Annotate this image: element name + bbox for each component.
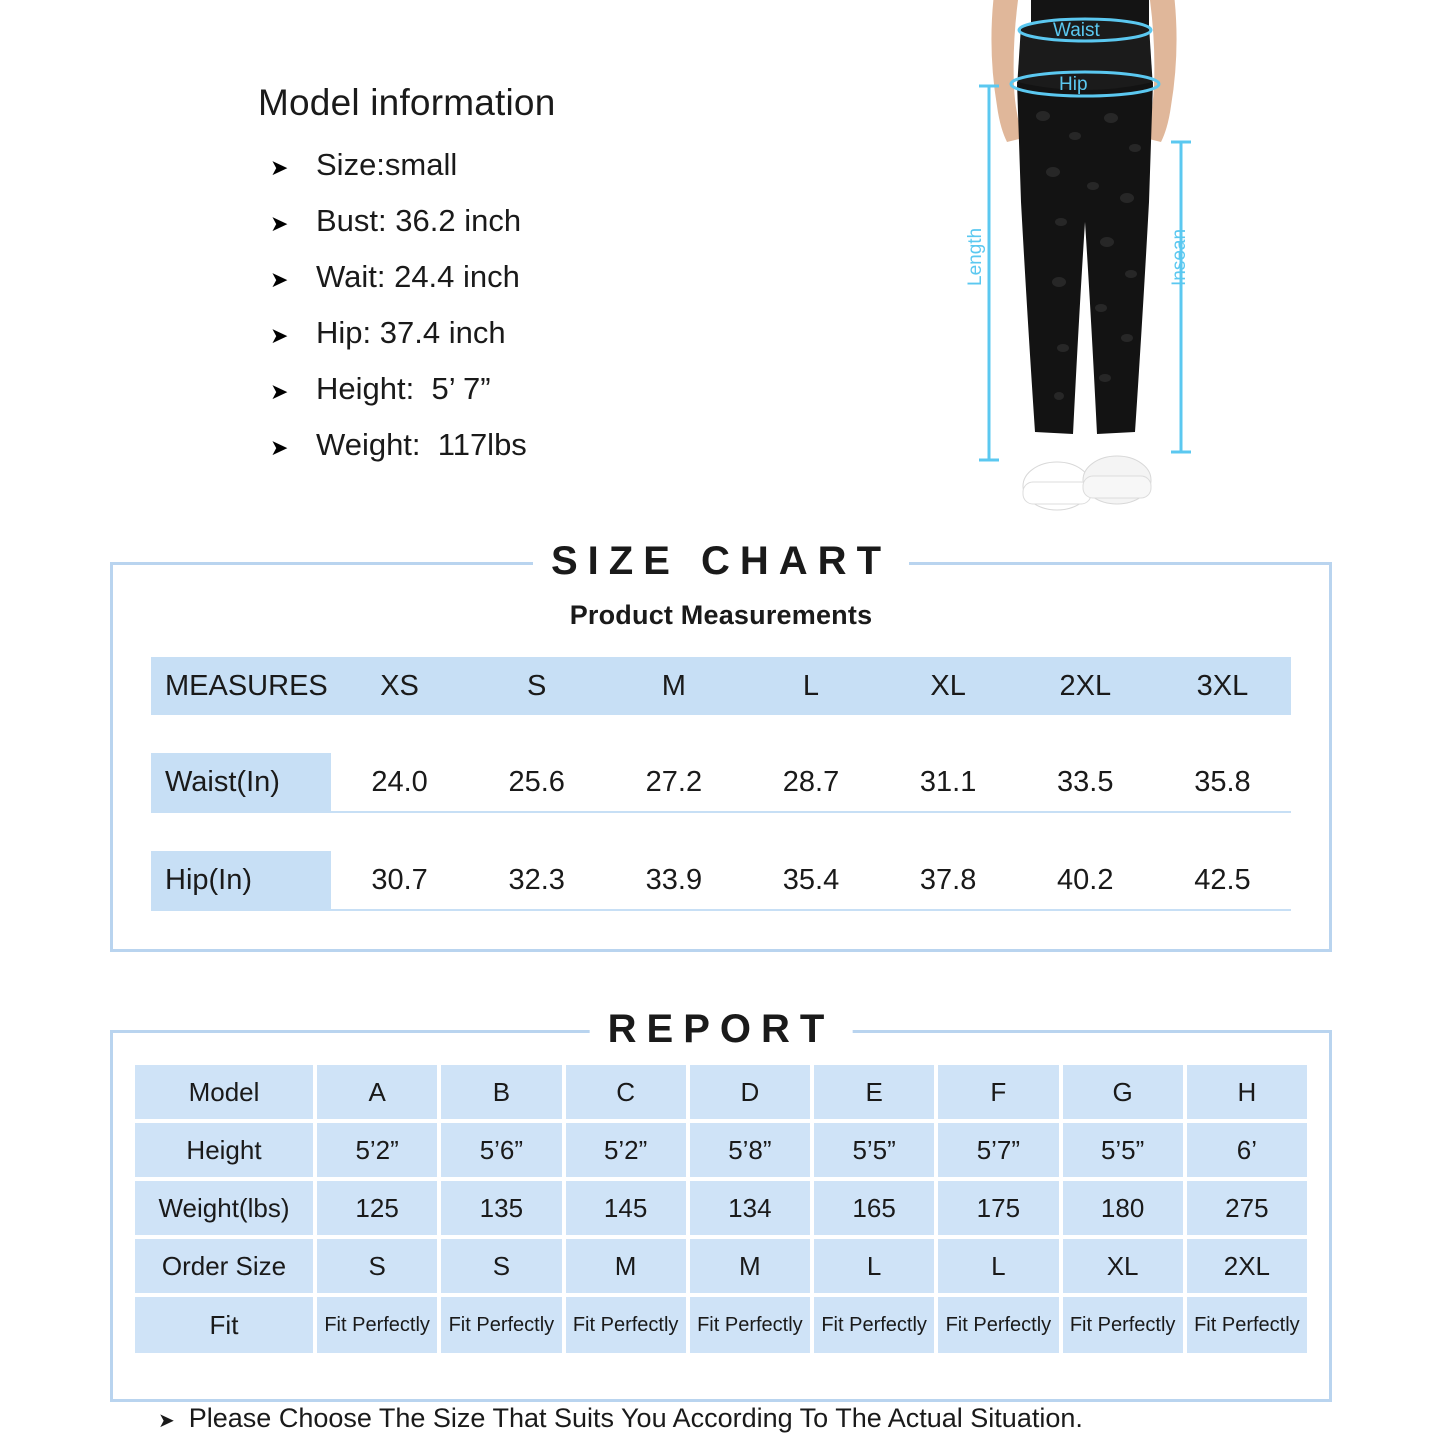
model-information-list [258, 138, 878, 474]
table-cell: Fit Perfectly [690, 1297, 810, 1353]
table-cell: F [938, 1065, 1058, 1119]
table-cell: 31.1 [880, 753, 1017, 812]
column-header: MEASURES [151, 657, 331, 715]
arrow-bullet-icon: ➤ [270, 435, 289, 460]
table-cell: Fit Perfectly [1187, 1297, 1307, 1353]
list-item-label: Weight: 117lbs [316, 427, 527, 462]
table-row [135, 1123, 1307, 1177]
table-row [151, 851, 1291, 910]
table-cell: 5’6” [441, 1123, 561, 1177]
model-photo [935, 0, 1235, 542]
inseam-measure-label: Insean [1169, 228, 1190, 286]
size-chart-panel [110, 539, 1332, 952]
table-cell: 180 [1063, 1181, 1183, 1235]
report-table [131, 1061, 1311, 1357]
arrow-bullet-icon: ➤ [270, 323, 289, 348]
table-cell: Fit Perfectly [317, 1297, 437, 1353]
table-row [135, 1181, 1307, 1235]
column-header: XS [331, 657, 468, 715]
row-label: Model [135, 1065, 313, 1119]
row-label: Waist(In) [151, 753, 331, 812]
list-item-label: Hip: 37.4 inch [316, 315, 506, 350]
row-label: Weight(lbs) [135, 1181, 313, 1235]
model-information-block [258, 82, 878, 474]
table-cell: Fit Perfectly [566, 1297, 686, 1353]
footer-note [158, 1403, 1083, 1434]
table-row [135, 1065, 1307, 1119]
row-label: Fit [135, 1297, 313, 1353]
model-photo-illustration [935, 0, 1235, 542]
table-cell: Fit Perfectly [441, 1297, 561, 1353]
arrow-bullet-icon: ➤ [270, 379, 289, 404]
column-header: L [742, 657, 879, 715]
size-chart-table [151, 657, 1291, 911]
table-cell: B [441, 1065, 561, 1119]
length-measure-label: Length [965, 227, 986, 286]
table-cell: 2XL [1187, 1239, 1307, 1293]
table-cell: 175 [938, 1181, 1058, 1235]
list-item-label: Size:small [316, 147, 458, 182]
table-cell: 145 [566, 1181, 686, 1235]
column-header: M [605, 657, 742, 715]
table-cell: 5’5” [1063, 1123, 1183, 1177]
column-header: XL [880, 657, 1017, 715]
table-cell: 5’2” [566, 1123, 686, 1177]
table-row [135, 1297, 1307, 1353]
table-cell: 6’ [1187, 1123, 1307, 1177]
table-cell: 37.8 [880, 851, 1017, 910]
list-item [258, 418, 878, 474]
hip-measure-label: Hip [1059, 74, 1088, 95]
column-header: S [468, 657, 605, 715]
table-cell: 30.7 [331, 851, 468, 910]
list-item [258, 194, 878, 250]
table-cell: 42.5 [1154, 851, 1291, 910]
report-panel [110, 1007, 1332, 1402]
table-header-row [151, 657, 1291, 715]
table-cell: S [317, 1239, 437, 1293]
arrow-bullet-icon: ➤ [158, 1410, 175, 1432]
table-cell: Fit Perfectly [814, 1297, 934, 1353]
table-cell: 40.2 [1017, 851, 1154, 910]
size-chart-title: SIZE CHART [533, 539, 909, 584]
row-label: Order Size [135, 1239, 313, 1293]
table-cell: 275 [1187, 1181, 1307, 1235]
column-header: 3XL [1154, 657, 1291, 715]
footer-note-text: Please Choose The Size That Suits You According To The Actual Situation. [188, 1403, 1083, 1433]
table-cell: C [566, 1065, 686, 1119]
row-label: Height [135, 1123, 313, 1177]
table-cell: G [1063, 1065, 1183, 1119]
table-cell: 35.4 [742, 851, 879, 910]
table-cell: 24.0 [331, 753, 468, 812]
row-label: Hip(In) [151, 851, 331, 910]
table-cell: L [938, 1239, 1058, 1293]
table-cell: 5’8” [690, 1123, 810, 1177]
size-chart-subtitle: Product Measurements [569, 600, 873, 630]
list-item-label: Bust: 36.2 inch [316, 203, 522, 238]
report-title: REPORT [590, 1007, 853, 1052]
list-item-label: Height: 5’ 7” [316, 371, 491, 406]
table-cell: XL [1063, 1239, 1183, 1293]
table-cell: 32.3 [468, 851, 605, 910]
table-cell: S [441, 1239, 561, 1293]
list-item [258, 250, 878, 306]
table-cell: 33.5 [1017, 753, 1154, 812]
table-cell: 33.9 [605, 851, 742, 910]
table-row [135, 1239, 1307, 1293]
list-item [258, 138, 878, 194]
table-cell: 25.6 [468, 753, 605, 812]
table-cell: A [317, 1065, 437, 1119]
table-spacer-row [151, 715, 1291, 753]
table-cell: M [566, 1239, 686, 1293]
table-cell: L [814, 1239, 934, 1293]
table-cell: 5’2” [317, 1123, 437, 1177]
table-cell: 5’7” [938, 1123, 1058, 1177]
arrow-bullet-icon: ➤ [270, 267, 289, 292]
arrow-bullet-icon: ➤ [270, 211, 289, 236]
table-cell: M [690, 1239, 810, 1293]
list-item-label: Wait: 24.4 inch [316, 259, 520, 294]
table-cell: 134 [690, 1181, 810, 1235]
table-cell: Fit Perfectly [1063, 1297, 1183, 1353]
table-cell: 28.7 [742, 753, 879, 812]
table-cell: 135 [441, 1181, 561, 1235]
table-row [151, 753, 1291, 812]
list-item [258, 362, 878, 418]
table-cell: 5’5” [814, 1123, 934, 1177]
model-information-title: Model information [258, 82, 556, 123]
arrow-bullet-icon: ➤ [270, 155, 289, 180]
table-cell: 27.2 [605, 753, 742, 812]
table-cell: E [814, 1065, 934, 1119]
table-cell: Fit Perfectly [938, 1297, 1058, 1353]
table-cell: 35.8 [1154, 753, 1291, 812]
column-header: 2XL [1017, 657, 1154, 715]
table-cell: D [690, 1065, 810, 1119]
waist-measure-label: Waist [1053, 20, 1100, 41]
table-cell: 125 [317, 1181, 437, 1235]
table-cell: H [1187, 1065, 1307, 1119]
table-spacer-row [151, 812, 1291, 851]
table-cell: 165 [814, 1181, 934, 1235]
list-item [258, 306, 878, 362]
